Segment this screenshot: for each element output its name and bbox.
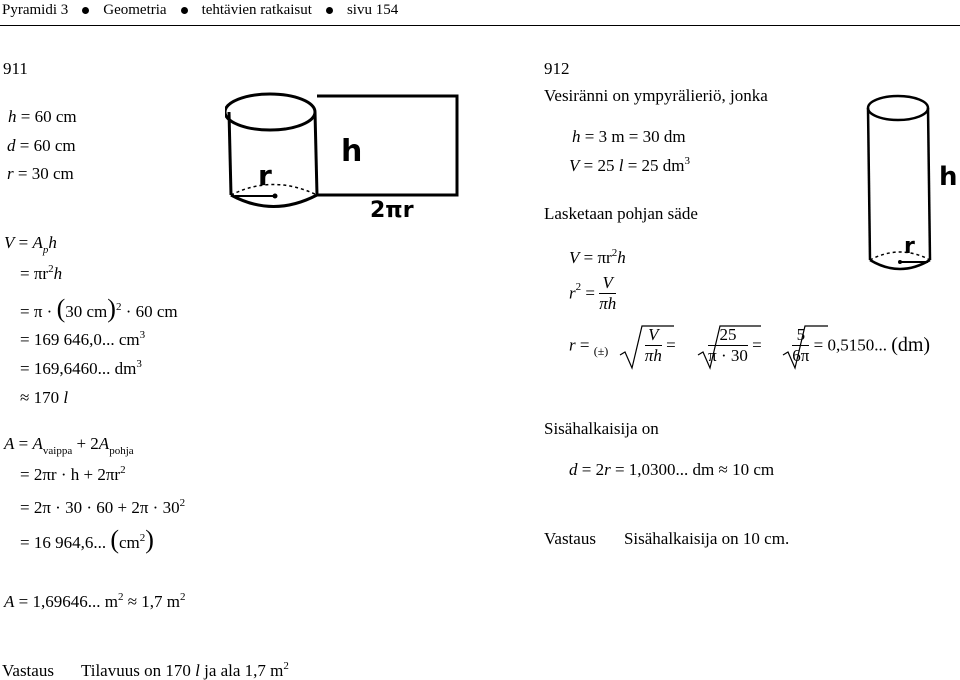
bullet-icon xyxy=(82,7,89,14)
given-912-v: V = 25 l = 25 $dm^3$ xyxy=(569,155,691,175)
volume-line-1: $V = A_ph$ xyxy=(4,233,57,256)
task-912-number: 912 xyxy=(544,59,570,78)
header-topic: Geometria xyxy=(103,2,167,18)
diameter-line: d = 2r = 1,0300... dm ≈ 10 cm xyxy=(569,460,775,479)
task-912-intro: Vesiränni on ympyrälieriö, jonka xyxy=(544,86,768,105)
figure-911-label-r: r xyxy=(258,159,272,192)
answer-label: Vastaus xyxy=(544,529,596,548)
figure-912-label-r: r xyxy=(904,234,915,259)
header xyxy=(2,3,398,18)
figure-912-label-h: h xyxy=(939,162,958,192)
area-line-4: = 16 964,6... $(cm^2)$ xyxy=(20,525,154,554)
volume-line-6: ≈ 170 l xyxy=(20,388,69,407)
sqrt-signs xyxy=(618,322,858,372)
answer-912: Vastaus Sisähalkaisija on 10 cm. xyxy=(544,529,790,548)
answer-911: Vastaus Tilavuus on 170 l ja ala 1,7 $m^2$ xyxy=(2,660,289,680)
header-book: Pyramidi 3 xyxy=(2,2,69,18)
inner-intro: Sisähalkaisija on xyxy=(544,419,659,438)
header-page: sivu 154 xyxy=(346,2,399,18)
bullet-icon xyxy=(326,7,333,14)
volume-line-4: = 169 646,0... $cm^3$ xyxy=(20,329,146,349)
area-line-2: = $2\pi r \cdot h + 2\pi r^2$ xyxy=(20,464,126,484)
figure-911-label-h: h xyxy=(341,134,363,169)
area-line-5: A = 1,69646... $m^2 \approx 1,7$ $m^2$ xyxy=(4,591,186,611)
cylinder-figure xyxy=(862,92,942,292)
volume-line-3: = π · (30 cm)$^2$ · 60 cm xyxy=(20,294,178,323)
given-d: d = 60 cm xyxy=(7,136,76,155)
header-divider xyxy=(0,25,960,26)
area-line-3: = $2\pi \cdot 30 \cdot 60 + 2\pi \cdot 30^2$ xyxy=(20,497,186,517)
task-911-number: 911 xyxy=(3,59,28,78)
volume-line-5: = 169,6460... $dm^3$ xyxy=(20,358,142,378)
radius-line-1: $V = \pi r^2h$ xyxy=(569,247,626,267)
given-r: r = 30 cm xyxy=(7,164,74,183)
given-912-h: h = 3 m = 30 dm xyxy=(572,127,686,146)
given-h: h = 60 cm xyxy=(8,107,77,126)
radius-line-2: $r^2$ = $\frac{V}{\pi h}$ xyxy=(569,273,617,313)
area-line-1: $A = A_{vaippa} + 2A_{pohja}$ xyxy=(4,434,134,457)
bullet-icon xyxy=(181,7,188,14)
header-section: tehtävien ratkaisut xyxy=(201,2,312,18)
figure-911-label-2pir: 2πr xyxy=(370,198,414,223)
answer-label: Vastaus xyxy=(2,661,54,680)
volume-line-2: = $\pi r^2h$ xyxy=(20,263,63,283)
calc-intro: Lasketaan pohjan säde xyxy=(544,204,698,223)
radius-line-3: r = $_{(\pm)}$ $\frac{V}{\pi h}$ = $\frac{25}{\pi \cdot 30}$ = $\frac{5}{6\pi}$ = 0,5150... (dm) xyxy=(569,325,931,365)
